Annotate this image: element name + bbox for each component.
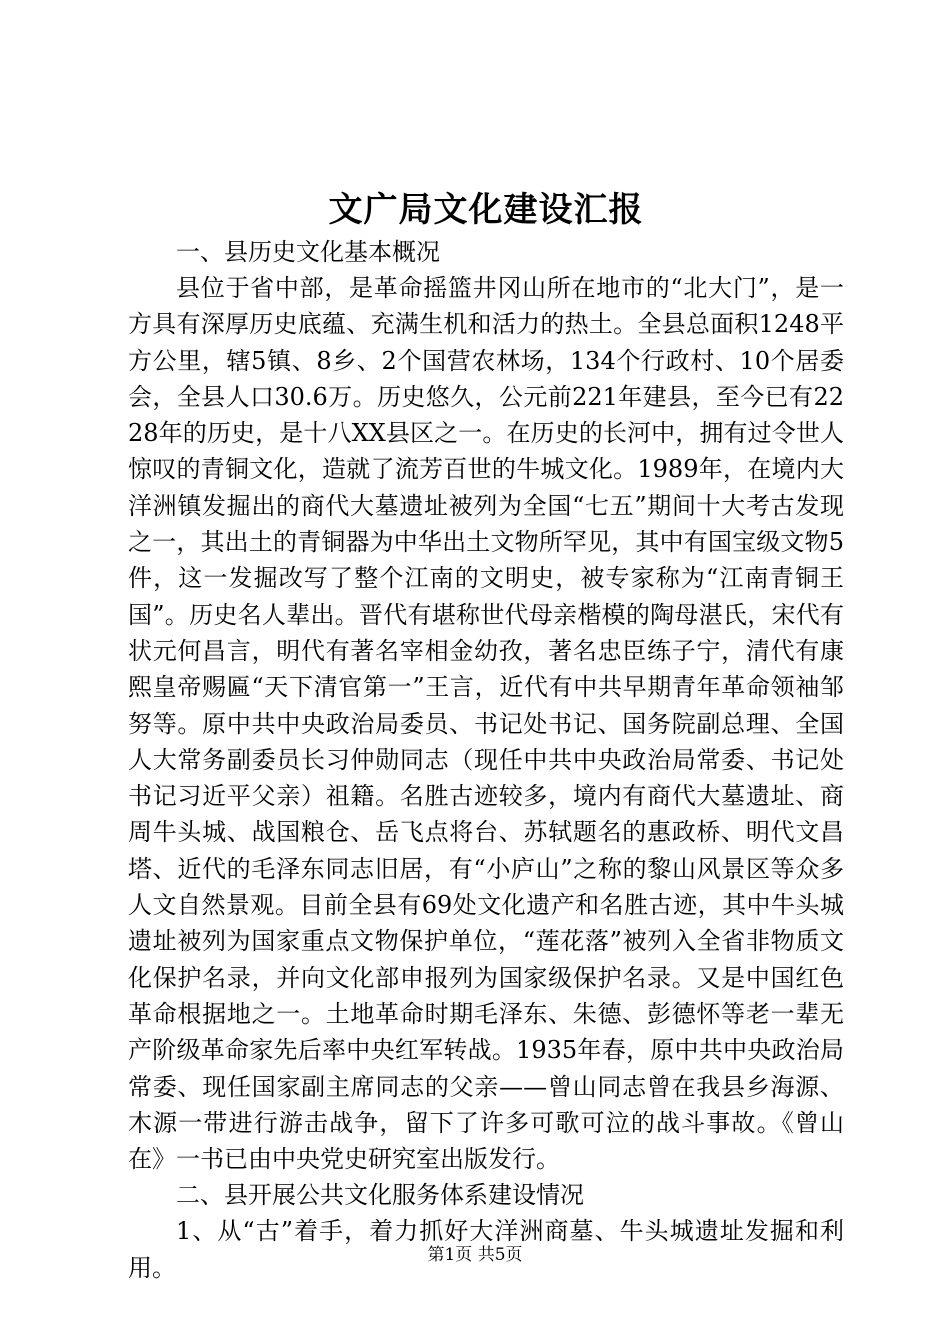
document-page [128, 0, 844, 1286]
paragraph-public-culture-item-1: 1、从“古”着手，着力抓好大洋洲商墓、牛头城遗址发掘和利用。 [128, 1217, 844, 1282]
section-heading-history: 一、县历史文化基本概况 [176, 238, 440, 266]
page-number-footer: 第1页 共5页 [427, 1245, 523, 1265]
document-title: 文广局文化建设汇报 [328, 190, 644, 230]
section-heading-public-culture: 二、县开展公共文化服务体系建设情况 [176, 1181, 584, 1210]
paragraph-history-overview: 县位于省中部，是革命摇篮井冈山所在地市的“北大门”，是一方具有深厚历史底蕴、充满生机和活力的热土。全县总面积1248平方公里，辖5镇、8乡、2个国营农林场，134个行政村、10个居委会，全县人口30.6万。历史悠久，公元前221年建县，至今已有2228年的历史，是十八XX县区之一。在历史的长河中，拥有过令世人惊叹的青铜文化，造就了流芳百世的牛城文化。1989年，在境内大洋洲镇发掘出的商代大墓遗址被列为全国“七五”期间十大考古发现之一，其出土的青铜器为中华出土文物所罕见，其中有国宝级文物5件，这一发掘改写了整个江南的文明史，被专家称为“江南青铜王国”。历史名人辈出。晋代有堪称世代母亲楷模的陶母湛氏，宋代有状元何昌言，明代有著名宰相金幼孜，著名忠臣练子宁，清代有康熙皇帝赐匾“天下清官第一”王言，近代有中共早期青年革命领袖邹努等。原中共中央政治局委员、书记处书记、国务院副总理、全国人大常务副委员长习仲勋同志（现任中共中央政治局常委、书记处书记习近平父亲）祖籍。名胜古迹较多，境内有商代大墓遗址、商周牛头城、战国粮仓、岳飞点将台、苏轼题名的惠政桥、明代文昌塔、近代的毛泽东同志旧居，有“小庐山”之称的黎山风景区等众多人文自然景观。目前全县有69处文化遗产和名胜古迹，其中牛头城遗址被列为国家重点文物保护单位，“莲花落”被列入全省非物质文化保护名录，并向文化部申报列为国家级保护名录。又是中国红色革命根据地之一。土地革命时期毛泽东、朱德、彭德怀等老一辈无产阶级革命家先后率中央红军转战。1935年春，原中共中央政治局常委、现任国家副主席同志的父亲——曾山同志曾在我县乡海源、木源一带进行游击战争，留下了许多可歌可泣的战斗事故。《曾山在》一书已由中央党史研究室出版发行。 [128, 274, 844, 1174]
